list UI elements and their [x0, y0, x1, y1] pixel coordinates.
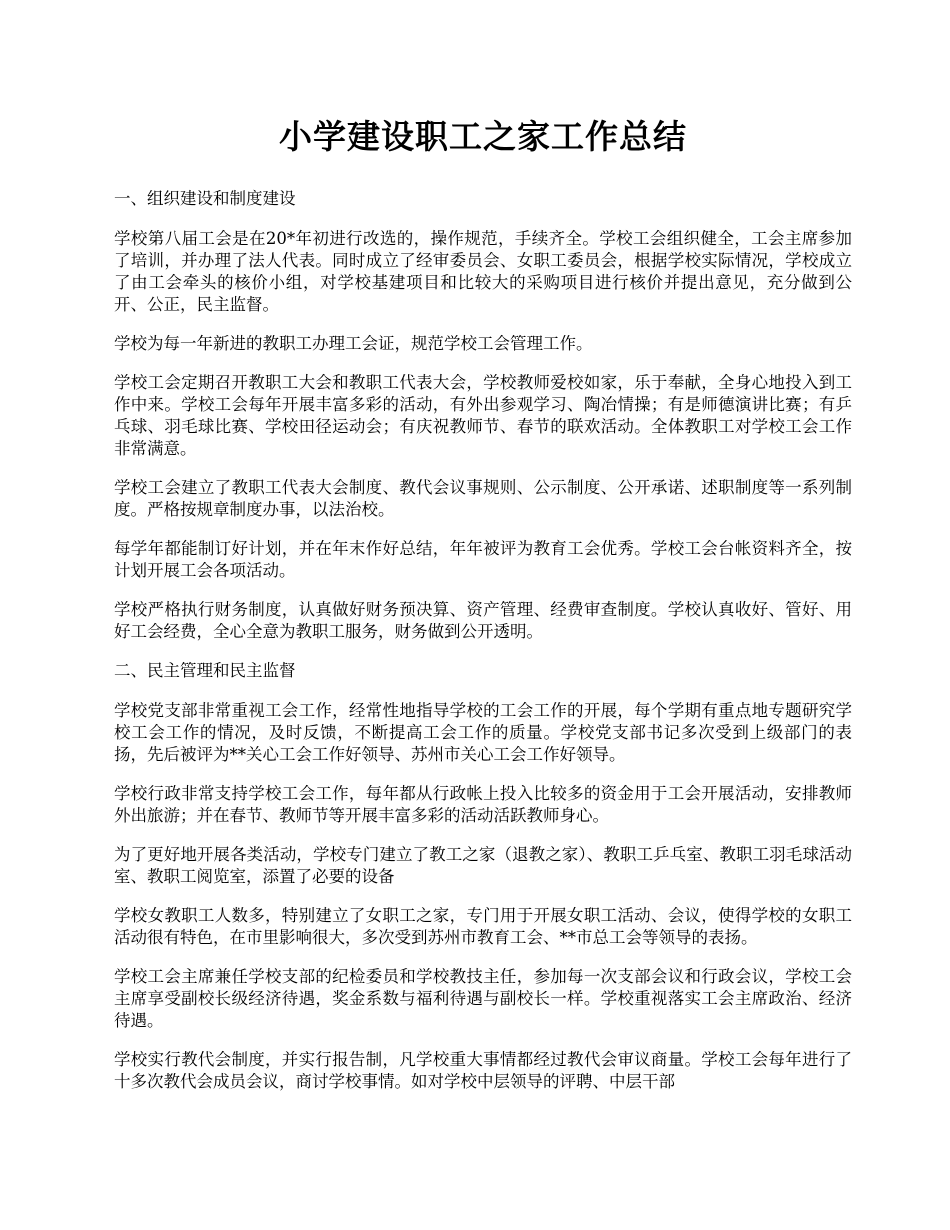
- section-heading: 一、组织建设和制度建设: [114, 189, 296, 208]
- paragraph: 为了更好地开展各类活动，学校专门建立了教工之家（退教之家）、教职工乒乓室、教职工羽毛球活动室、教职工阅览室，添置了必要的设备: [114, 845, 852, 886]
- paragraph: 学校工会主席兼任学校支部的纪检委员和学校教技主任，参加每一次支部会议和行政会议，学校工会主席享受副校长级经济待遇，奖金系数与福利待遇与副校长一样。学校重视落实工会主席政治、经济待遇。: [114, 967, 852, 1030]
- section-democratic-management: [114, 660, 852, 1093]
- paragraph: 每学年都能制订好计划，并在年末作好总结，年年被评为教育工会优秀。学校工会台帐资料齐全，按计划开展工会各项活动。: [114, 539, 852, 580]
- paragraph: 学校党支部非常重视工会工作，经常性地指导学校的工会工作的开展，每个学期有重点地专题研究学校工会工作的情况，及时反馈，不断提高工会工作的质量。学校党支部书记多次受到上级部门的表扬，先后被评为**关心工会工作好领导、苏州市关心工会工作好领导。: [114, 701, 852, 764]
- document-page: [114, 110, 852, 1110]
- paragraph: 学校女教职工人数多，特别建立了女职工之家，专门用于开展女职工活动、会议，使得学校的女职工活动很有特色，在市里影响很大，多次受到苏州市教育工会、**市总工会等领导的表扬。: [114, 906, 852, 947]
- paragraph: 学校工会定期召开教职工大会和教职工代表大会，学校教师爱校如家，乐于奉献，全身心地投入到工作中来。学校工会每年开展丰富多彩的活动，有外出参观学习、陶冶情操；有是师德演讲比赛；有乒乓球、羽毛球比赛、学校田径运动会；有庆祝教师节、春节的联欢活动。全体教职工对学校工会工作非常满意。: [114, 373, 852, 458]
- document-title: 小学建设职工之家工作总结: [279, 117, 687, 156]
- paragraph: 学校行政非常支持学校工会工作，每年都从行政帐上投入比较多的资金用于工会开展活动，安排教师外出旅游；并在春节、教师节等开展丰富多彩的活动活跃教师身心。: [114, 784, 852, 825]
- paragraph: 学校实行教代会制度，并实行报告制，凡学校重大事情都经过教代会审议商量。学校工会每年进行了十多次教代会成员会议，商讨学校事情。如对学校中层领导的评聘、中层干部: [114, 1050, 852, 1091]
- section-heading: 二、民主管理和民主监督: [114, 661, 296, 680]
- paragraph: 学校工会建立了教职工代表大会制度、教代会议事规则、公示制度、公开承诺、述职制度等一系列制度。严格按规章制度办事，以法治校。: [114, 478, 852, 519]
- section-organization: [114, 188, 852, 643]
- paragraph: 学校第八届工会是在20*年初进行改选的，操作规范，手续齐全。学校工会组织健全，工会主席参加了培训，并办理了法人代表。同时成立了经审委员会、女职工委员会，根据学校实际情况，学校成立了由工会牵头的核价小组，对学校基建项目和比较大的采购项目进行核价并提出意见，充分做到公开、公正，民主监督。: [114, 229, 852, 314]
- paragraph: 学校为每一年新进的教职工办理工会证，规范学校工会管理工作。: [114, 334, 593, 353]
- paragraph: 学校严格执行财务制度，认真做好财务预决算、资产管理、经费审查制度。学校认真收好、管好、用好工会经费，全心全意为教职工服务，财务做到公开透明。: [114, 600, 852, 641]
